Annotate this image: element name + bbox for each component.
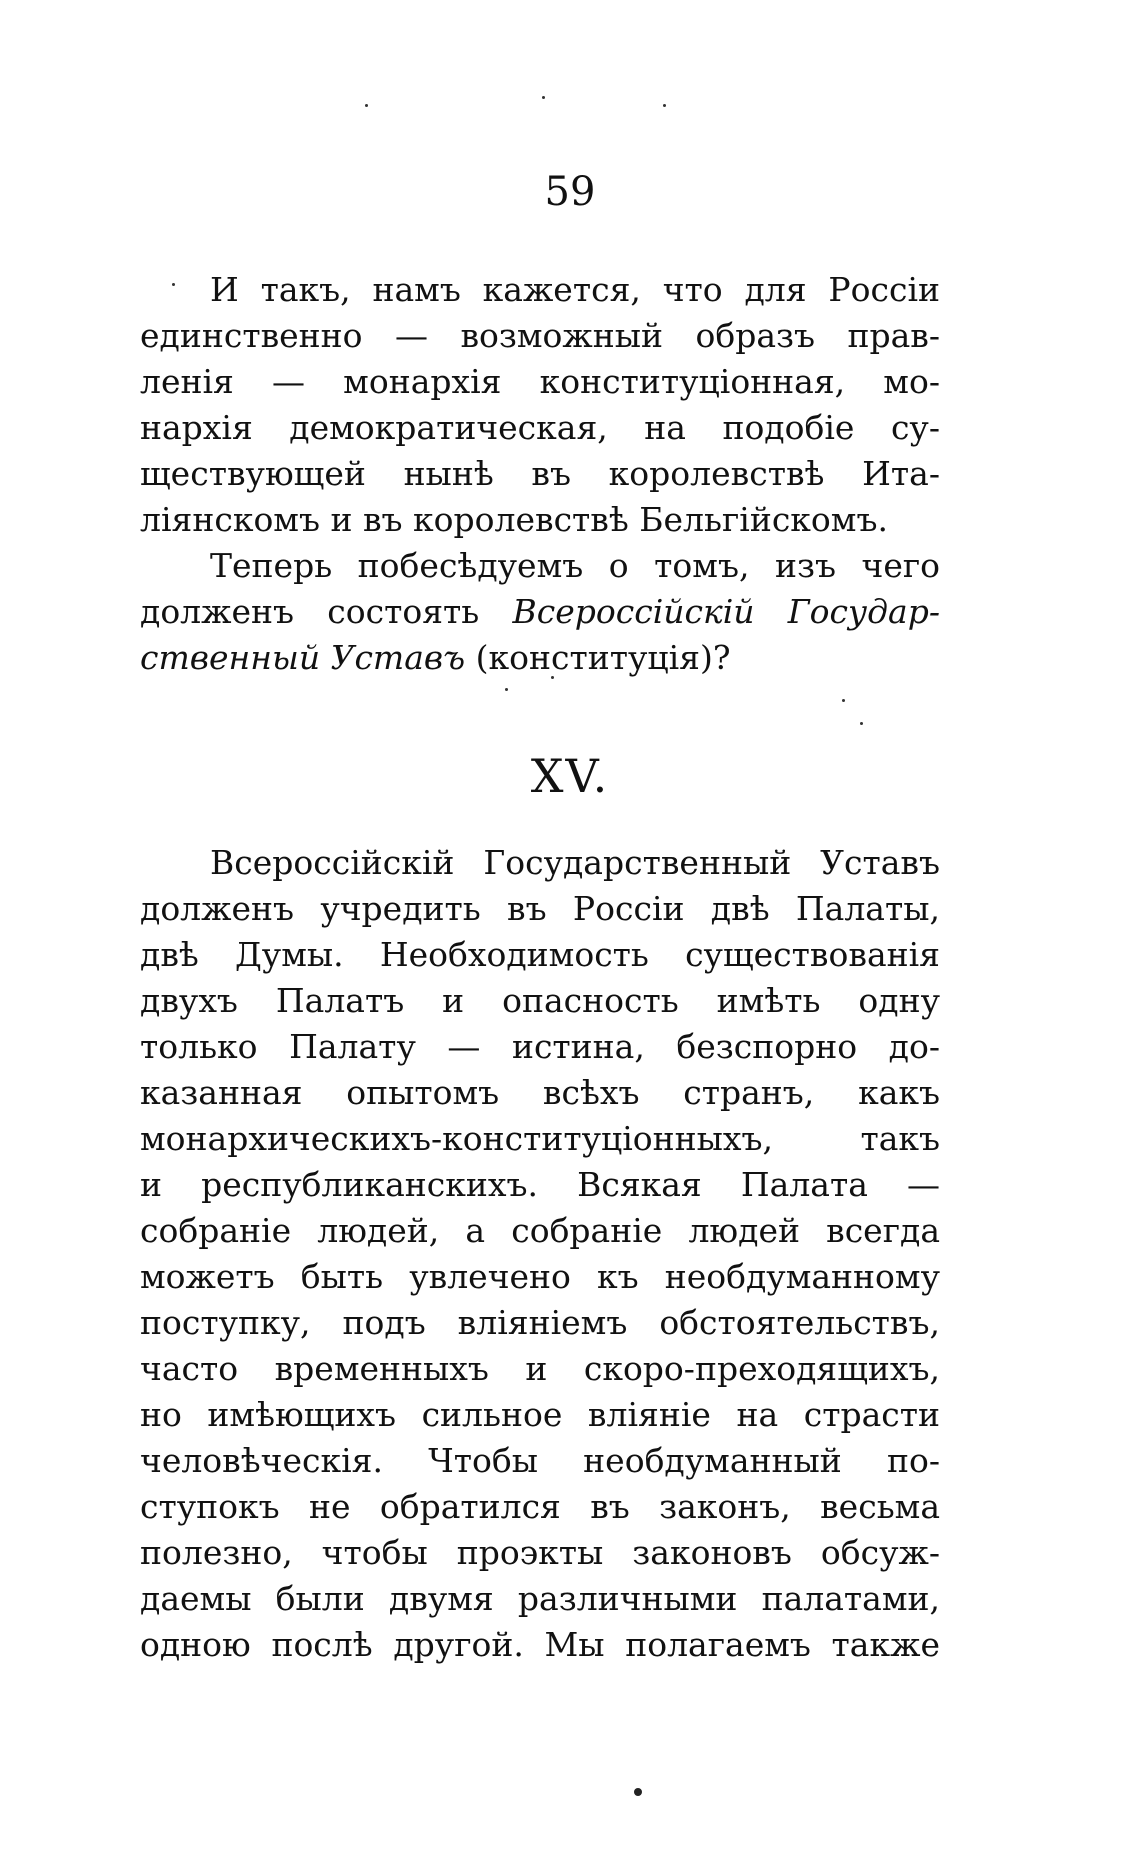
print-speck [663, 104, 666, 107]
paragraph3-line: и республиканскихъ. Всякая Палата — [140, 1165, 940, 1204]
print-speck [365, 104, 368, 107]
paragraph2-line [140, 589, 940, 635]
paragraph2-line: Теперь побесѣдуемъ о томъ, изъ чего [210, 546, 940, 585]
paragraph1-line: И такъ, намъ кажется, что для Россіи [210, 270, 940, 309]
paragraph2-text: (конституція)? [465, 638, 731, 677]
paragraph1-line: ліянскомъ и въ королевствѣ Бельгійскомъ. [140, 500, 888, 539]
paragraph3-line: казанная опытомъ всѣхъ странъ, какъ [140, 1073, 940, 1112]
page-number: 59 [544, 169, 596, 215]
print-speck [842, 699, 845, 702]
paragraph3-line: полезно, чтобы проэкты законовъ обсуж- [140, 1533, 940, 1572]
print-speck [505, 688, 508, 691]
constitution-title-part1: Всероссійскій Государ- [512, 592, 940, 631]
paragraph3-line: только Палату — истина, безспорно до- [140, 1027, 940, 1066]
paragraph1-line: ленія — монархія конституціонная, мо- [140, 362, 940, 401]
paragraph3-line: но имѣющихъ сильное вліяніе на страсти [140, 1395, 940, 1434]
paragraph3-line: можетъ быть увлечено къ необдуманному [140, 1257, 940, 1296]
paragraph3-line: человѣческія. Чтобы необдуманный по- [140, 1441, 940, 1480]
print-speck [542, 96, 545, 99]
paragraph3-line: монархическихъ-конституціонныхъ, такъ [140, 1119, 940, 1158]
paragraph3-line: долженъ учредить въ Россіи двѣ Палаты, [140, 889, 940, 928]
paragraph3-line: ступокъ не обратился въ законъ, весьма [140, 1487, 940, 1526]
paragraph1-line: ществующей нынѣ въ королевствѣ Ита- [140, 454, 940, 493]
paragraph1-line: нархія демократическая, на подобіе су- [140, 408, 940, 447]
paragraph3-line: часто временныхъ и скоро-преходящихъ, [140, 1349, 940, 1388]
paragraph3-line: двѣ Думы. Необходимость существованія [140, 935, 940, 974]
section-heading: XV. [530, 749, 610, 803]
paragraph3-line: Всероссійскій Государственный Уставъ [210, 843, 940, 882]
paragraph3-line: двухъ Палатъ и опасность имѣть одну [140, 981, 940, 1020]
print-speck [860, 722, 863, 725]
paragraph3-line: собраніе людей, а собраніе людей всегда [140, 1211, 940, 1250]
paragraph1-line: единственно — возможный образъ прав- [140, 316, 940, 355]
print-speck [172, 283, 175, 286]
print-speck [634, 1788, 642, 1796]
paragraph3-line: даемы были двумя различными палатами, [140, 1579, 940, 1618]
paragraph2-line [140, 635, 940, 681]
constitution-title-part2: ственный Уставъ [140, 638, 466, 677]
paragraph2-text: долженъ состоять [140, 592, 513, 631]
paragraph3-line: поступку, подъ вліяніемъ обстоятельствъ, [140, 1303, 940, 1342]
paragraph3-line: одною послѣ другой. Мы полагаемъ также [140, 1625, 940, 1664]
